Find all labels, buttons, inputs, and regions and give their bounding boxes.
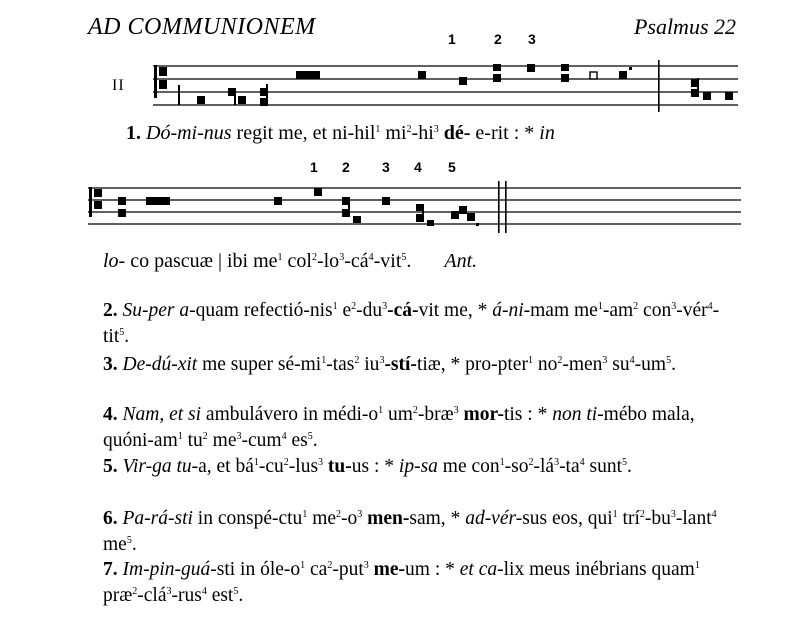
music-staff-2 [85,180,745,236]
antiphon-mark: Ant. [444,250,478,272]
asterisk-mark: * [524,122,535,144]
music-staff-1 [150,58,742,118]
verse-5: 5. Vir-ga tu-a, et $bá^1-cu^2-lus^3$ tu-us : * ip-sa me $con^1-so^2-lá^3-ta^4$ sunt$^5$. [103,456,632,477]
staff2-number-4: 4 [414,159,422,175]
verse-4: 4. Nam, et si ambulávero in médi-$o^1$ $um^2-bræ^3$ mor-tis : * non ti-mébo mala, quóni-$am^1$ $tu^2$ $me^3-cum^4$ $es^5$. [103,404,695,451]
intonation-line-1: 1. Dó-mi-nus regit me, et ni-hil$^1$ $mi^2-hi^3$ dé- e-rit : * in [126,122,555,144]
page-title: AD COMMUNIONEM [88,14,316,40]
staff2-number-1: 1 [310,159,318,175]
intonation-line-2: lo- co pascuæ | ibi $me^1$ $col^2-lo^3-cá^4-vit^5$. Ant. [103,250,478,272]
staff2-number-2: 2 [342,159,350,175]
verse-6: 6. Pa-rá-sti in conspé-ctu$^1$ $me^2-o^3$ men-sam, * ad-vér-sus eos, qui$^1$ $trí^2-bu^3-lant^4$ $me^5$. [103,508,717,555]
psalm-reference: Psalmus 22 [633,14,736,39]
staff1-number-2: 2 [494,31,502,47]
staff2-number-3: 3 [382,159,390,175]
verse-number-1: 1. [126,122,141,144]
c-clef-icon [154,65,167,98]
verse-7: 7. Im-pin-guá-sti in óle-$o^1$ $ca^2-put^3$ me-um : * et ca-lix meus inébrians quam$^1$ præ$^2$-clá$^3$-rus$^4$ est$^5$. [103,559,700,606]
verse-3: 3. De-dú-xit me super $sé-mi^1-tas^2$ $iu^3-stí$-tiæ, * pro-pter$^1$ $no^2-men^3$ $su^4-um^5$. [103,354,676,375]
mode-number: II [112,77,125,94]
staff1-number-1: 1 [448,31,456,47]
verse-2: 2. Su-per a-quam refectió-nis$^1$ $e^2-du^3-cá$-vit me, * á-ni-mam $me^1-am^2$ con$^3$-vér$^4$-tit$^5$. [103,300,720,347]
neumes-staff-2 [118,181,507,233]
staff2-number-5: 5 [448,159,456,175]
neumes-staff-1 [178,60,733,112]
staff1-number-3: 3 [528,31,536,47]
